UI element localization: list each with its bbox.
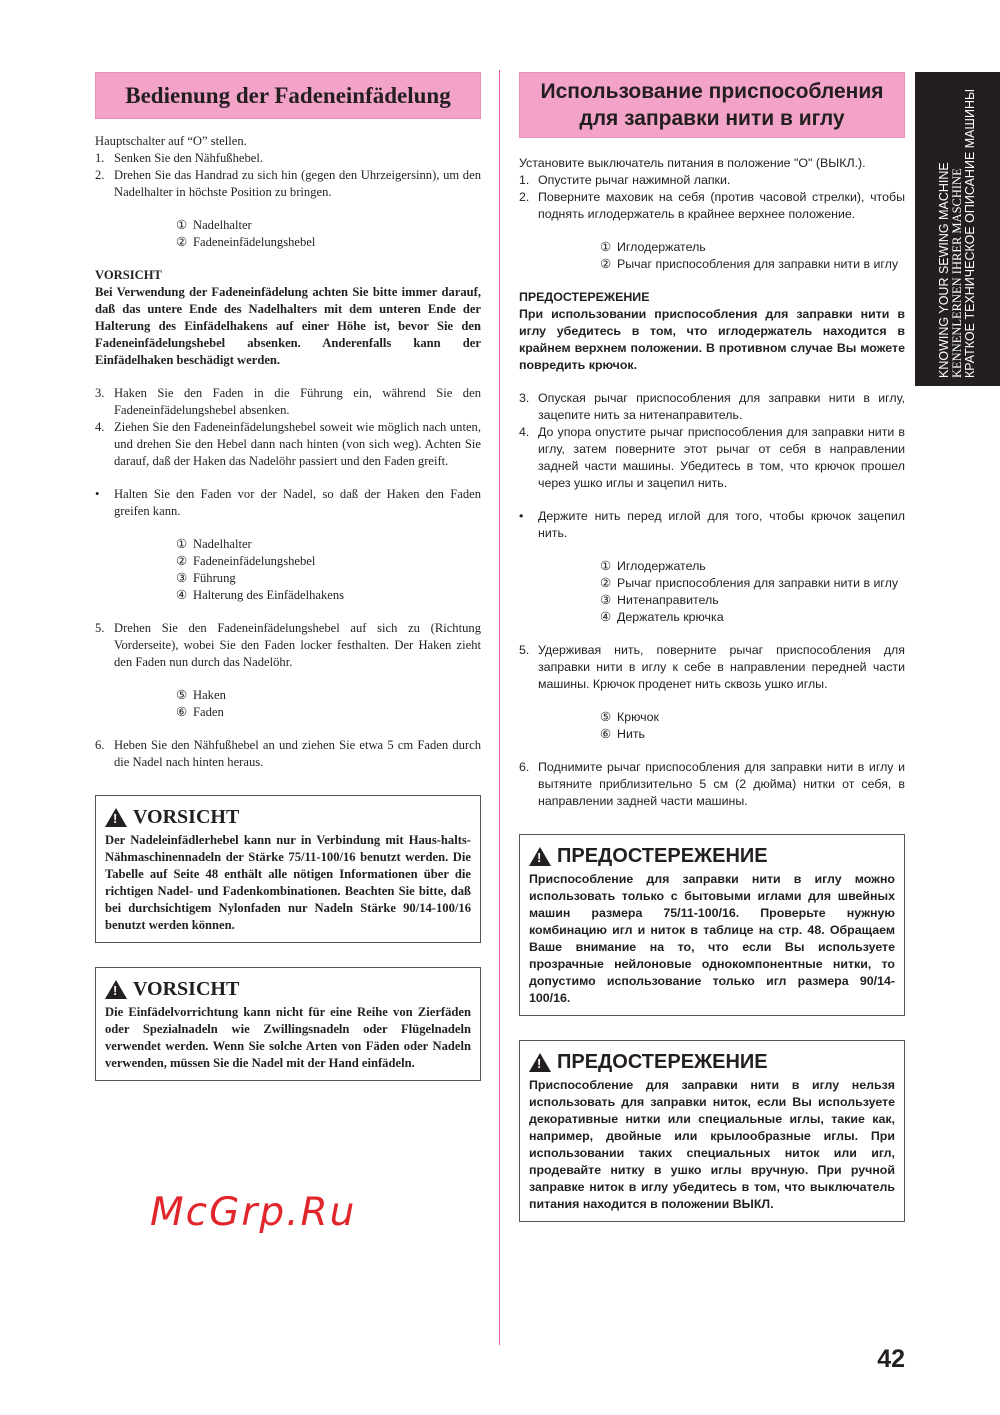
warning-icon	[105, 808, 127, 827]
warning-text: Приспособление для заправки нити в иглу можно использовать только с бытовыми иглами для швейных машин размера 75/11-100/16. Проверьте нужную комбинацию игл и ниток в таблице на стр. 48. Обращаем Ваше внимание на то, что если Вы используете прозрачные нейлоновые однокомпонентные нитки, то допустимо использование только игл размера 90/14-100/16.	[529, 872, 895, 1005]
list	[519, 558, 905, 626]
item-marker: ③	[176, 571, 188, 585]
item-marker: 6.	[95, 738, 105, 752]
list-item	[600, 726, 905, 743]
list-item	[95, 385, 481, 419]
item-text: Fadeneinfädelungshebel	[193, 235, 316, 249]
step-6	[519, 759, 905, 810]
item-marker: 3.	[95, 386, 105, 400]
list-item	[600, 575, 905, 592]
item-text: Нить	[617, 727, 645, 741]
step-6	[95, 737, 481, 771]
item-marker: ①	[600, 240, 612, 254]
list-item	[176, 536, 481, 553]
parts-list-3	[95, 687, 481, 721]
step-5	[519, 642, 905, 693]
item-marker: •	[95, 487, 100, 501]
item-text: Иглодержатель	[617, 240, 706, 254]
item-marker: 6.	[519, 760, 530, 774]
page-number: 42	[877, 1345, 905, 1373]
list-item	[519, 759, 905, 810]
item-text: До упора опустите рычаг приспособления для заправки нити в иглу, затем поверните этот рычаг от себя в направлении задней части машины. Убедитесь в том, что крючок прошел через ушко иглы и зацепил нить.	[538, 425, 905, 490]
warning-heading: ПРЕДОСТЕРЕЖЕНИЕ	[557, 1051, 768, 1073]
warning-icon	[105, 980, 127, 999]
list-item	[600, 558, 905, 575]
item-marker: 4.	[519, 425, 530, 439]
list-item	[176, 687, 481, 704]
item-text: Senken Sie den Nähfußhebel.	[114, 151, 263, 165]
item-marker: ⑤	[176, 688, 188, 702]
parts-list-3	[519, 709, 905, 743]
item-text: Halten Sie den Faden vor der Nadel, so daß der Haken den Faden greifen kann.	[114, 487, 481, 518]
warning-box	[519, 1040, 905, 1222]
item-marker: ②	[600, 257, 612, 271]
item-text: Держите нить перед иглой для того, чтобы крючок зацепил нить.	[538, 509, 905, 540]
list-item	[600, 592, 905, 609]
item-marker: ③	[600, 593, 612, 607]
section-side-tab	[915, 72, 1000, 386]
list-item	[95, 486, 481, 520]
item-marker: 2.	[95, 168, 105, 182]
item-text: Drehen Sie den Fadeneinfädelungshebel auf sich zu (Richtung Vorderseite), wobei Sie den Faden locker festhalten. Der Haken zieht den Faden nun durch das Nadelöhr.	[114, 621, 481, 669]
item-text: Рычаг приспособления для заправки нити в иглу	[617, 576, 899, 590]
item-text: Nadelhalter	[193, 218, 252, 232]
warning-box	[519, 834, 905, 1016]
german-column	[95, 133, 481, 1081]
list-item	[176, 217, 481, 234]
list-item	[176, 553, 481, 570]
item-marker: ⑥	[176, 705, 188, 719]
warning-heading: VORSICHT	[133, 806, 240, 828]
item-marker: 5.	[519, 643, 530, 657]
warning-text: Die Einfädelvorrichtung kann nicht für eine Reihe von Zierfäden oder Spezialnadeln wie Zwillingsnadeln oder Flügelnadeln verwendet werden. Wenn Sie solche Arten von Fäden oder Nadeln verwenden, müssen Sie die Nadel mit der Hand einfädeln.	[105, 1005, 471, 1070]
item-marker: ②	[176, 554, 188, 568]
item-marker: ①	[176, 537, 188, 551]
list-item	[519, 390, 905, 424]
item-marker: ⑤	[600, 710, 612, 724]
item-text: Faden	[193, 705, 224, 719]
parts-list-1	[519, 239, 905, 273]
russian-column	[519, 155, 905, 1222]
list-item	[95, 737, 481, 771]
item-text: Drehen Sie das Handrad zu sich hin (gegen den Uhrzeigersinn), um den Nadelhalter in höchste Position zu bringen.	[114, 168, 481, 199]
parts-list-2	[95, 536, 481, 604]
list	[519, 172, 905, 223]
warning-heading: ПРЕДОСТЕРЕЖЕНИЕ	[557, 845, 768, 867]
list	[95, 385, 481, 470]
warning-icon	[529, 847, 551, 866]
ru-title: Использование приспособления для заправки нити в иглу	[519, 72, 905, 138]
item-text: Führung	[193, 571, 236, 585]
item-text: Поверните маховик на себя (против часовой стрелки), чтобы поднять иглодержатель в крайнее верхнее положение.	[538, 190, 905, 221]
caution-note	[95, 267, 481, 369]
list	[95, 217, 481, 251]
list-item	[95, 620, 481, 671]
list	[519, 390, 905, 492]
intro-text: Hauptschalter auf “O” stellen.	[95, 134, 247, 148]
warning-box	[95, 967, 481, 1081]
item-text: Nadelhalter	[193, 537, 252, 551]
item-text: Опуская рычаг приспособления для заправки нити в иглу, зацепите нить за нитенаправитель.	[538, 391, 905, 422]
steps-3-4	[519, 390, 905, 492]
list	[519, 239, 905, 273]
list-item	[176, 570, 481, 587]
list-item	[176, 704, 481, 721]
item-marker: 3.	[519, 391, 530, 405]
side-tab-de: KENNENLERNEN IHRER MASCHINE	[950, 168, 964, 378]
list-item	[95, 150, 481, 167]
side-tab-en: KNOWING YOUR SEWING MACHINE	[937, 162, 951, 378]
item-text: Поднимите рычаг приспособления для заправки нити в иглу и вытяните приблизительно 5 см (2 дюйма) нитки от себя, в направлении задней части машины.	[538, 760, 905, 808]
list-item	[519, 508, 905, 542]
item-text: Haken Sie den Faden in die Führung ein, während Sie den Fadeneinfädelungshebel absenken.	[114, 386, 481, 417]
item-text: Fadeneinfädelungshebel	[193, 554, 316, 568]
item-text: Ziehen Sie den Fadeneinfädelungshebel soweit wie möglich nach unten, und drehen Sie den Hebel dann nach hinten (von sich weg). Achten Sie darauf, daß der Haken das Nadelöhr passiert und den Faden greift.	[114, 420, 481, 468]
item-marker: 2.	[519, 190, 530, 204]
list-item	[95, 419, 481, 470]
item-text: Крючок	[617, 710, 659, 724]
list	[95, 687, 481, 721]
list-item	[519, 189, 905, 223]
list-item	[600, 609, 905, 626]
list-item	[600, 709, 905, 726]
caution-text: При использовании приспособления для заправки нити в иглу убедитесь в том, что иглодержатель находится в крайнем верхнем положении. В противном случае Вы можете повредить крючок.	[519, 307, 905, 372]
list	[95, 150, 481, 201]
item-marker: ②	[600, 576, 612, 590]
column-divider	[499, 70, 500, 1345]
parts-list-1	[95, 217, 481, 251]
steps-3-4	[95, 385, 481, 470]
warning-box	[95, 795, 481, 943]
item-marker: ①	[600, 559, 612, 573]
list-item	[600, 256, 905, 273]
item-text: Halterung des Einfädelhakens	[193, 588, 345, 602]
item-marker: ④	[176, 588, 188, 602]
list-item	[519, 642, 905, 693]
item-marker: •	[519, 509, 524, 523]
list-item	[519, 424, 905, 492]
item-text: Haken	[193, 688, 226, 702]
item-marker: 1.	[519, 173, 530, 187]
list	[519, 709, 905, 743]
item-marker: 1.	[95, 151, 105, 165]
item-marker: ⑥	[600, 727, 612, 741]
item-marker: ④	[600, 610, 612, 624]
item-marker: ②	[176, 235, 188, 249]
item-marker: ①	[176, 218, 188, 232]
steps-1-2	[519, 155, 905, 223]
list	[95, 536, 481, 604]
item-text: Heben Sie den Nähfußhebel an und ziehen Sie etwa 5 cm Faden durch die Nadel nach hinten heraus.	[114, 738, 481, 769]
list-item	[176, 587, 481, 604]
caution-note	[519, 289, 905, 374]
caution-heading: ПРЕДОСТЕРЕЖЕНИЕ	[519, 290, 650, 304]
caution-text: Bei Verwendung der Fadeneinfädelung achten Sie bitte immer darauf, daß das untere Ende des Nadelhalters mit dem unteren Ende der Halterung des Einfädelhakens auf einer Höhe ist, bevor Sie den Fadeneinfädelungshebel absenken. Anderenfalls kann der Einfädelhaken beschädigt werden.	[95, 285, 481, 367]
warning-icon	[529, 1053, 551, 1072]
de-title: Bedienung der Fadeneinfädelung	[95, 72, 481, 119]
bullet-note	[519, 508, 905, 542]
side-tab-ru: КРАТКОЕ ТЕХНИЧЕСКОЕ ОПИСАНИЕ МАШИНЫ	[963, 88, 977, 378]
list-item	[519, 172, 905, 189]
steps-1-2	[95, 133, 481, 201]
list-item	[95, 167, 481, 201]
item-marker: 5.	[95, 621, 105, 635]
item-text: Держатель крючка	[617, 610, 724, 624]
intro-text: Установите выключатель питания в положение "O" (ВЫКЛ.).	[519, 156, 866, 170]
item-text: Иглодержатель	[617, 559, 706, 573]
caution-heading: VORSICHT	[95, 268, 162, 282]
watermark: McGrp.Ru	[150, 1190, 357, 1235]
list-item	[176, 234, 481, 251]
parts-list-2	[519, 558, 905, 626]
item-text: Удерживая нить, поверните рычаг приспособления для заправки нити в иглу к себе в направлении передней части машины. Крючок проденет нить сквозь ушко иглы.	[538, 643, 905, 691]
item-text: Рычаг приспособления для заправки нити в иглу	[617, 257, 899, 271]
list-item	[600, 239, 905, 256]
warning-text: Der Nadeleinfädlerhebel kann nur in Verbindung mit Haus-halts-Nähmaschinennadeln der Stärke 75/11-100/16 benutzt werden. Die Tabelle auf Seite 48 enthält alle nötigen Informationen über die richtigen Nadel- und Fadenkombinationen. Beachten Sie bitte, daß bei durchsichtigem Nylonfaden nur Nadeln Stärke 90/14-100/16 benutzt werden können.	[105, 833, 471, 932]
warning-text: Приспособление для заправки нити в иглу нельзя использовать для заправки ниток, если Вы используете декоративные нитки или специальные иглы, такие как, например, двойные или крылообразные иглы. При использовании таких специальных ниток или игл, продевайте нитку в ушко иглы вручную. При ручной заправке ниток в иглу убедитесь в том, что выключатель питания находится в положении ВЫКЛ.	[529, 1078, 895, 1211]
item-text: Нитенаправитель	[617, 593, 719, 607]
step-5	[95, 620, 481, 671]
item-text: Опустите рычаг нажимной лапки.	[538, 173, 731, 187]
bullet-note	[95, 486, 481, 520]
warning-heading: VORSICHT	[133, 978, 240, 1000]
item-marker: 4.	[95, 420, 105, 434]
